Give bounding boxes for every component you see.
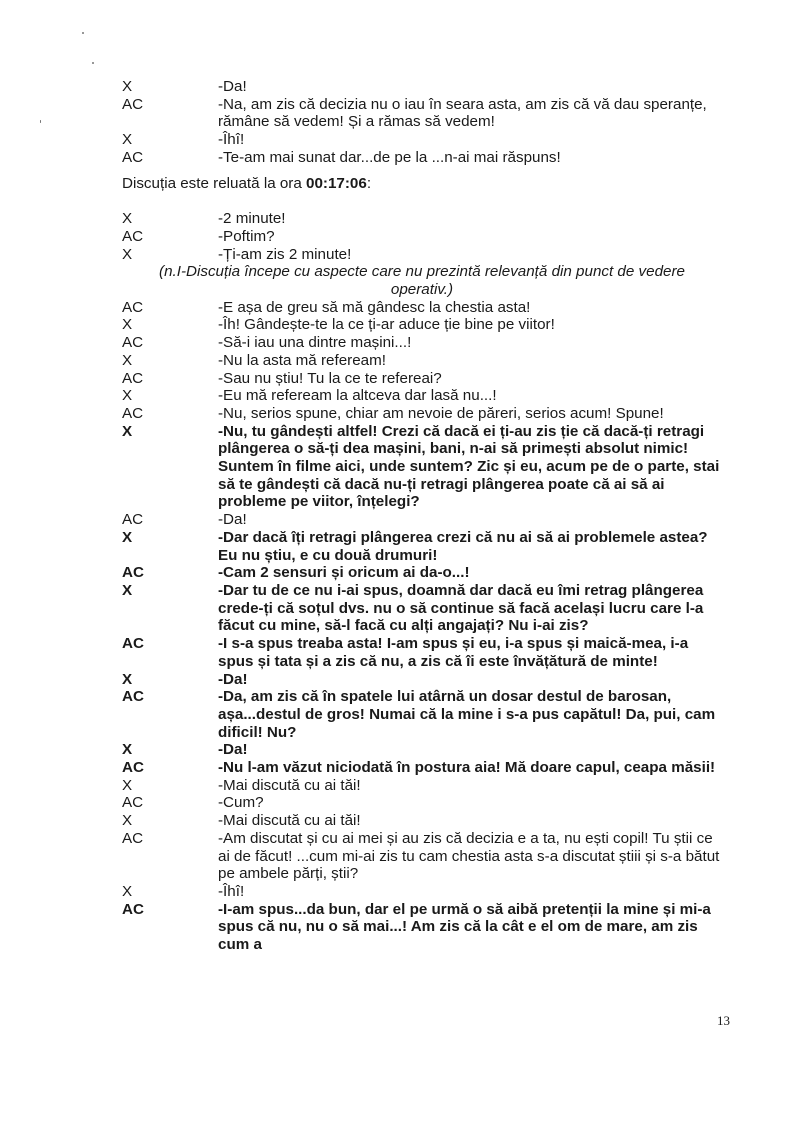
speaker-label: AC: [122, 829, 144, 847]
speaker-label: X: [122, 776, 133, 794]
dialogue-text: -2 minute!: [218, 210, 286, 228]
dialogue-line: [122, 210, 722, 228]
dialogue-text: -Eu mă refeream la altceva dar lasă nu...!: [218, 387, 497, 405]
scan-speck: [92, 62, 94, 64]
dialogue-text: -Îh! Gândește-te la ce ți-ar aduce ție bine pe viitor!: [218, 316, 555, 334]
dialogue-text: -Sau nu știu! Tu la ce te refereai?: [218, 369, 442, 387]
speaker-label: AC: [122, 404, 144, 422]
dialogue-line: [122, 352, 722, 370]
dialogue-line: [122, 830, 722, 883]
speaker-label: X: [122, 741, 133, 759]
dialogue-text: -Îhî!: [218, 882, 245, 900]
dialogue-line: [122, 511, 722, 529]
dialogue-text: -Cum?: [218, 794, 264, 812]
dialogue-line: [122, 777, 722, 795]
dialogue-line: [122, 228, 722, 246]
scan-speck: [82, 32, 84, 34]
dialogue-line: [122, 299, 722, 317]
dialogue-text: -Na, am zis că decizia nu o iau în seara asta, am zis că vă dau speranțe, rămâne să vedem! Și a rămas să vedem!: [218, 95, 707, 131]
speaker-label: AC: [122, 369, 144, 387]
dialogue-text: -Nu, serios spune, chiar am nevoie de păreri, serios acum! Spune!: [218, 404, 664, 422]
speaker-label: X: [122, 210, 133, 228]
dialogue-line: [122, 246, 722, 264]
speaker-label: X: [122, 316, 133, 334]
dialogue-text: -Cam 2 sensuri și oricum ai da-o...!: [218, 564, 470, 582]
dialogue-text: -Mai discută cu ai tăi!: [218, 812, 361, 830]
speaker-label: X: [122, 245, 133, 263]
dialogue-line: [122, 96, 722, 131]
dialogue-line: [122, 901, 722, 954]
speaker-label: AC: [122, 298, 144, 316]
dialogue-text: -Nu, tu gândești altfel! Crezi că dacă ei ți-au zis ție că dacă-ți retragi plângerea o să-ți dea mașini, bani, n-ai să primești absolut nimic! Suntem în filme aici, unde suntem? Zic și eu, acum pe de o parte, stai să te gândești că dacă nu-ți retragi plângerea poate că ai să ai probleme pe viitor, înțelegi?: [218, 422, 720, 511]
resume-notice: [122, 175, 722, 193]
resume-prefix: Discuția este reluată la ora: [122, 174, 307, 192]
dialogue-text: -Nu la asta mă refeream!: [218, 351, 386, 369]
speaker-label: X: [122, 882, 133, 900]
dialogue-text: -Să-i iau una dintre mașini...!: [218, 334, 412, 352]
dialogue-text: -Nu l-am văzut niciodată în postura aia! Mă doare capul, ceapa măsii!: [218, 759, 716, 777]
dialogue-line: [122, 370, 722, 388]
speaker-label: X: [122, 78, 133, 95]
dialogue-line: [122, 671, 722, 689]
editor-note: (n.I-Discuția începe cu aspecte care nu prezintă relevanță din punct de vedere operativ.): [159, 263, 685, 299]
speaker-label: X: [122, 422, 133, 440]
resume-time: 00:17:06: [306, 174, 367, 192]
dialogue-line: [122, 131, 722, 149]
dialogue-line: [122, 812, 722, 830]
dialogue-line: [122, 405, 722, 423]
speaker-label: AC: [122, 564, 144, 582]
dialogue-text: -Poftim?: [218, 227, 275, 245]
dialogue-line: [122, 883, 722, 901]
dialogue-line: [122, 316, 722, 334]
dialogue-line: [122, 759, 722, 777]
dialogue-text: -Da!: [218, 511, 247, 529]
dialogue-line: [122, 387, 722, 405]
speaker-label: X: [122, 528, 133, 546]
dialogue-line: [122, 78, 722, 96]
dialogue-text: -Îhî!: [218, 131, 245, 149]
dialogue-line: [122, 688, 722, 741]
dialogue-text: -E așa de greu să mă gândesc la chestia asta!: [218, 298, 531, 316]
speaker-label: X: [122, 131, 133, 149]
speaker-label: AC: [122, 334, 144, 352]
dialogue-text: -Ți-am zis 2 minute!: [218, 245, 352, 263]
dialogue-line: [122, 423, 722, 512]
dialogue-line: [122, 582, 722, 635]
dialogue-text: -Dar dacă îți retragi plângerea crezi că nu ai să ai problemele astea? Eu nu știu, e cu două drumuri!: [218, 528, 708, 564]
speaker-label: X: [122, 670, 133, 688]
page-number: 13: [717, 1013, 730, 1028]
dialogue-text: -Mai discută cu ai tăi!: [218, 776, 361, 794]
speaker-label: AC: [122, 95, 144, 113]
speaker-label: X: [122, 387, 133, 405]
dialogue-text: -I-am spus...da bun, dar el pe urmă o să aibă pretenții la mine și mi-a spus că nu, nu o să mai...! Am zis că la cât e el om de mare, am zis cum a: [218, 900, 711, 954]
dialogue-line: [122, 334, 722, 352]
dialogue-text: -I s-a spus treaba asta! I-am spus și eu, i-a spus și maică-mea, i-a spus și tata și a zis că nu, a zis că îi este învățătură de minte!: [218, 635, 689, 670]
dialogue-line: [122, 635, 722, 670]
transcript-block-1: [122, 78, 722, 167]
transcript-block-3: [122, 299, 722, 954]
speaker-label: X: [122, 581, 133, 599]
speaker-label: AC: [122, 759, 144, 777]
speaker-label: AC: [122, 511, 144, 529]
speaker-label: AC: [122, 227, 144, 245]
speaker-label: X: [122, 351, 133, 369]
speaker-label: AC: [122, 688, 144, 706]
dialogue-text: -Da!: [218, 741, 248, 759]
dialogue-line: [122, 529, 722, 564]
dialogue-line: [122, 794, 722, 812]
speaker-label: AC: [122, 635, 144, 653]
dialogue-text: -Am discutat și cu ai mei și au zis că decizia e a ta, nu ești copil! Tu știi ce ai de făcut! ...cum mi-ai zis tu cam chestia asta s-a discutat știii și s-a bătut pe ambele părți, știi?: [218, 829, 720, 883]
speaker-label: AC: [122, 148, 144, 166]
resume-suffix: :: [366, 174, 372, 192]
dialogue-line: [122, 741, 722, 759]
dialogue-text: -Da!: [218, 670, 248, 688]
dialogue-text: -Da!: [218, 78, 247, 95]
dialogue-line: [122, 149, 722, 167]
dialogue-text: -Dar tu de ce nu i-ai spus, doamnă dar dacă eu îmi retrag plângerea crede-ți că soțul dvs. nu o să continue să facă același lucru care l-a făcut cu mine, să-l facă cu alți angajați? Nu i-ai zis?: [218, 581, 704, 635]
dialogue-text: -Te-am mai sunat dar...de pe la ...n-ai mai răspuns!: [218, 148, 561, 166]
speaker-label: AC: [122, 794, 144, 812]
transcript-body: [122, 78, 722, 954]
dialogue-line: [122, 564, 722, 582]
transcript-block-2: [122, 210, 722, 263]
dialogue-text: -Da, am zis că în spatele lui atârnă un dosar destul de barosan, așa...destul de gros! Numai că la mine i s-a pus capătul! Da, pui, cam dificil! Nu?: [218, 688, 716, 741]
speaker-label: AC: [122, 900, 144, 918]
speaker-label: X: [122, 812, 133, 830]
scan-speck: [40, 120, 41, 123]
